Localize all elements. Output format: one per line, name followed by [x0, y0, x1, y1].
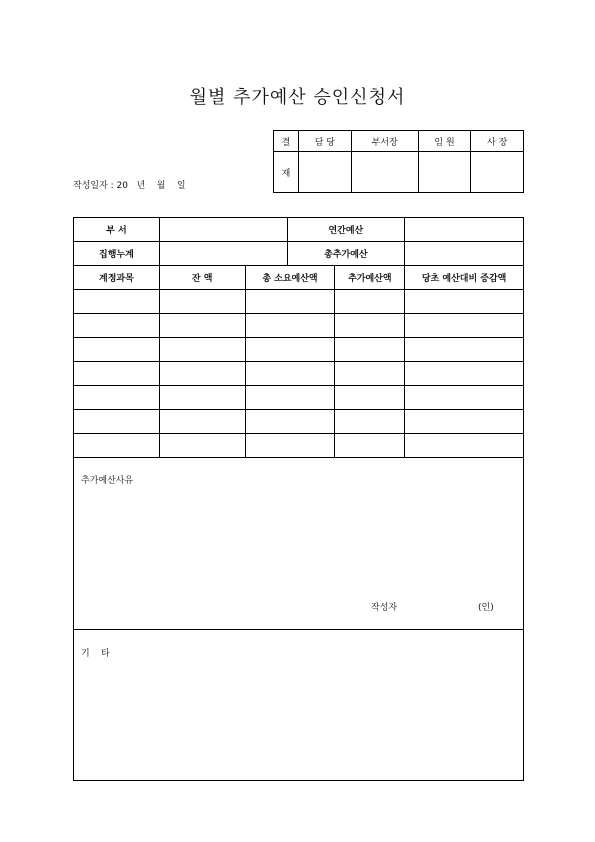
dept-label: 부 서 — [74, 218, 160, 242]
total-additional-label: 총추가예산 — [287, 242, 405, 266]
balance-cell[interactable] — [159, 434, 245, 458]
col-header-account: 계정과목 — [74, 266, 160, 290]
additional-cell[interactable] — [335, 314, 405, 338]
approval-side-top: 결 — [274, 131, 299, 152]
account-cell[interactable] — [74, 362, 160, 386]
table-row — [74, 434, 524, 458]
total-required-cell[interactable] — [245, 362, 335, 386]
variance-cell[interactable] — [405, 338, 524, 362]
variance-cell[interactable] — [405, 410, 524, 434]
etc-field[interactable] — [74, 630, 524, 781]
table-row — [74, 386, 524, 410]
seal-label: (인) — [478, 603, 494, 613]
balance-cell[interactable] — [159, 338, 245, 362]
date-line: 작성일자 : 20 년 월 일 — [73, 181, 186, 191]
account-cell[interactable] — [74, 434, 160, 458]
signature-staff-field[interactable] — [299, 152, 352, 193]
balance-cell[interactable] — [159, 362, 245, 386]
annual-budget-label: 연간예산 — [287, 218, 405, 242]
variance-cell[interactable] — [405, 290, 524, 314]
approval-header-executive: 임 원 — [418, 131, 471, 152]
total-required-cell[interactable] — [245, 290, 335, 314]
approval-box — [273, 130, 524, 193]
signature-president-field[interactable] — [471, 152, 524, 193]
additional-cell[interactable] — [335, 386, 405, 410]
total-required-cell[interactable] — [245, 410, 335, 434]
approval-header-president: 사 장 — [471, 131, 524, 152]
annual-budget-field[interactable] — [405, 218, 524, 242]
account-cell[interactable] — [74, 290, 160, 314]
writer-label: 작성자 — [371, 603, 398, 613]
dept-field[interactable] — [159, 218, 287, 242]
reason-field[interactable] — [74, 458, 524, 630]
approval-header-staff: 담 당 — [299, 131, 352, 152]
balance-cell[interactable] — [159, 410, 245, 434]
account-cell[interactable] — [74, 314, 160, 338]
col-header-additional: 추가예산액 — [335, 266, 405, 290]
total-required-cell[interactable] — [245, 434, 335, 458]
total-required-cell[interactable] — [245, 314, 335, 338]
variance-cell[interactable] — [405, 314, 524, 338]
variance-cell[interactable] — [405, 434, 524, 458]
variance-cell[interactable] — [405, 362, 524, 386]
balance-cell[interactable] — [159, 386, 245, 410]
table-row — [74, 290, 524, 314]
table-row — [74, 338, 524, 362]
approval-side-bottom: 재 — [274, 152, 299, 193]
signature-executive-field[interactable] — [418, 152, 471, 193]
account-cell[interactable] — [74, 386, 160, 410]
exec-total-field[interactable] — [159, 242, 287, 266]
reason-label: 추가예산사유 — [81, 476, 134, 486]
page-title: 월별 추가예산 승인신청서 — [189, 87, 406, 108]
etc-label: 기 타 — [81, 649, 110, 659]
total-required-cell[interactable] — [245, 338, 335, 362]
additional-cell[interactable] — [335, 362, 405, 386]
col-header-variance: 당초 예산대비 증감액 — [405, 266, 524, 290]
account-cell[interactable] — [74, 410, 160, 434]
total-required-cell[interactable] — [245, 386, 335, 410]
account-cell[interactable] — [74, 338, 160, 362]
table-row — [74, 410, 524, 434]
exec-total-label: 집행누계 — [74, 242, 160, 266]
col-header-balance: 잔 액 — [159, 266, 245, 290]
signature-dept-head-field[interactable] — [351, 152, 418, 193]
additional-cell[interactable] — [335, 338, 405, 362]
approval-header-dept-head: 부서장 — [351, 131, 418, 152]
additional-cell[interactable] — [335, 290, 405, 314]
balance-cell[interactable] — [159, 290, 245, 314]
budget-form-table — [73, 217, 524, 781]
table-row — [74, 362, 524, 386]
additional-cell[interactable] — [335, 410, 405, 434]
table-row — [74, 314, 524, 338]
total-additional-field[interactable] — [405, 242, 524, 266]
balance-cell[interactable] — [159, 314, 245, 338]
col-header-total-required: 총 소요예산액 — [245, 266, 335, 290]
additional-cell[interactable] — [335, 434, 405, 458]
variance-cell[interactable] — [405, 386, 524, 410]
